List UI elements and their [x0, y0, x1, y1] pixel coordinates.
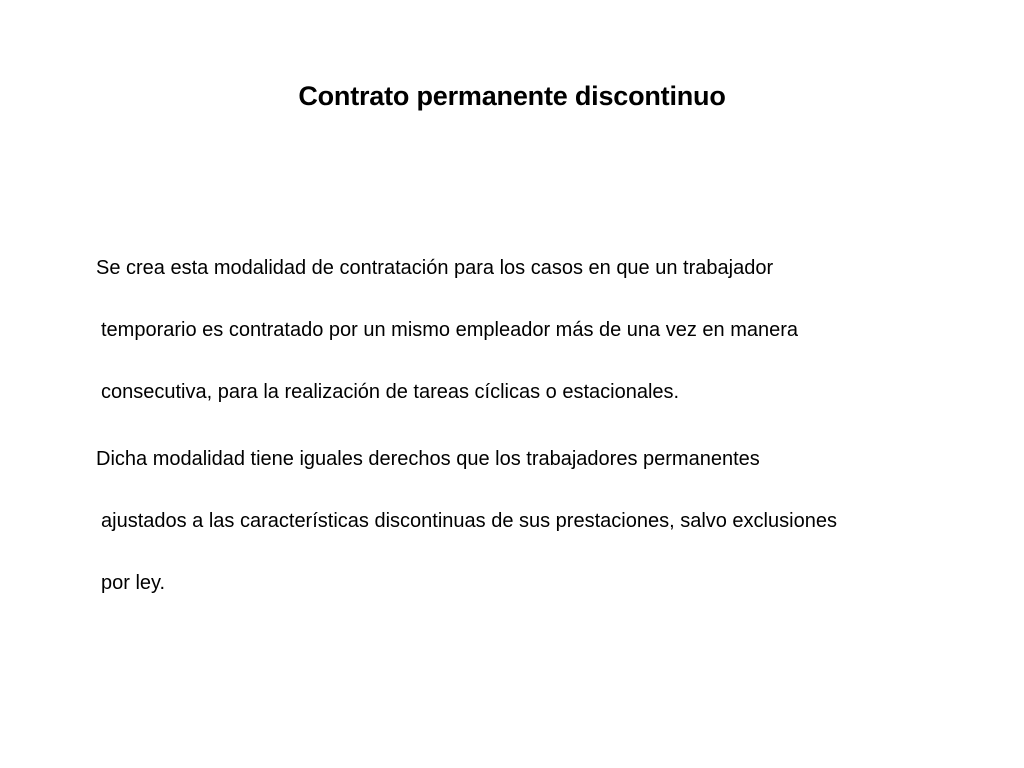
paragraph-line: consecutiva, para la realización de tareas cíclicas o estacionales.	[101, 381, 680, 403]
slide-title: Contrato permanente discontinuo	[298, 81, 726, 111]
paragraph-line: temporario es contratado por un mismo empleador más de una vez en manera	[101, 319, 799, 341]
paragraph-line: Se crea esta modalidad de contratación para los casos en que un trabajador	[96, 257, 774, 279]
paragraph	[96, 237, 956, 423]
paragraph	[96, 428, 956, 614]
paragraph-line: Dicha modalidad tiene iguales derechos que los trabajadores permanentes	[96, 448, 760, 470]
paragraph-line: por ley.	[101, 572, 166, 594]
slide-body	[96, 237, 956, 614]
paragraph-line: ajustados a las características discontinuas de sus prestaciones, salvo exclusiones	[101, 510, 837, 532]
